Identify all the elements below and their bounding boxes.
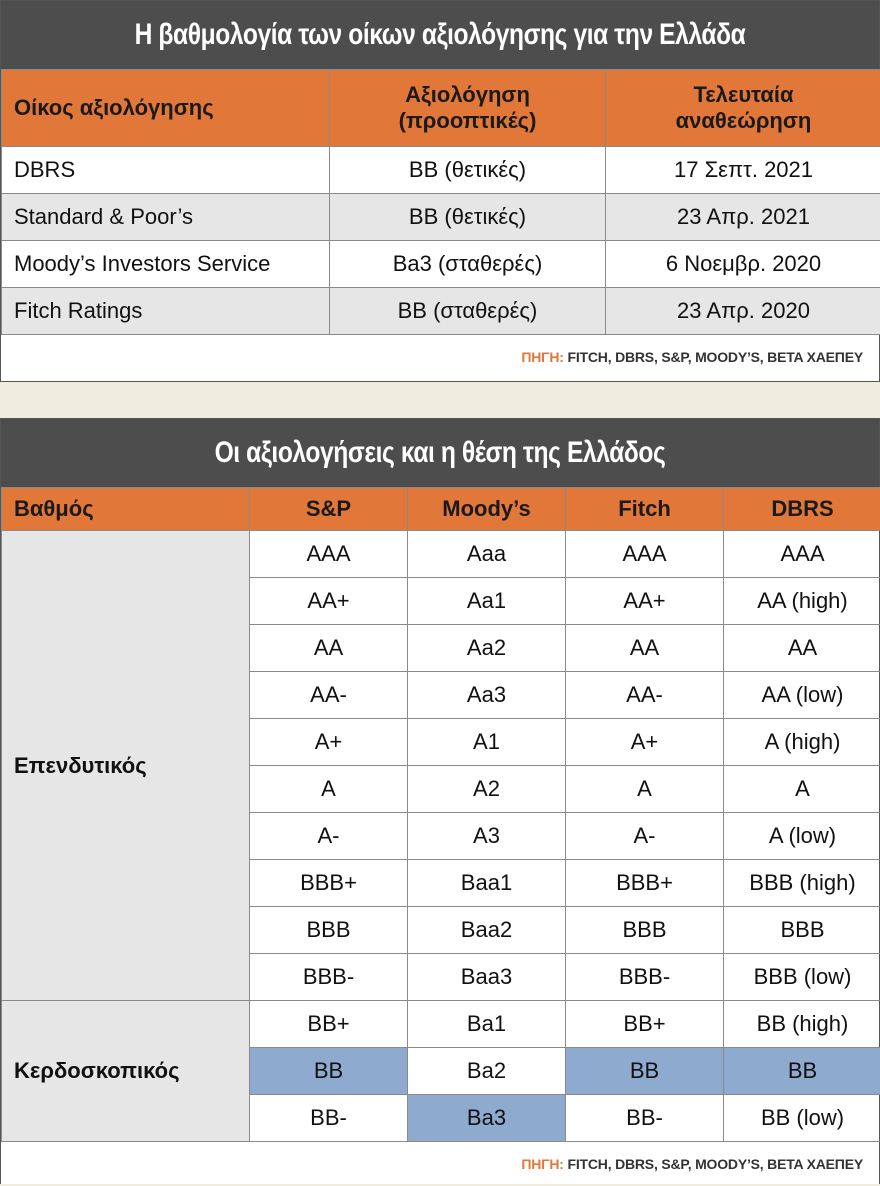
source-label: ΠΗΓΗ:: [521, 349, 563, 365]
rating-cell: BBB: [250, 907, 408, 954]
table2-source: [1, 1142, 879, 1186]
grade-group-label: Επενδυτικός: [2, 531, 250, 1001]
header-rating-line1: Αξιολόγηση: [405, 82, 530, 107]
rating-cell: BBB-: [566, 954, 724, 1001]
header-sp: S&P: [250, 488, 408, 531]
header-fitch: Fitch: [566, 488, 724, 531]
agency-name: Moody’s Investors Service: [2, 241, 330, 288]
table-row: [2, 147, 880, 194]
rating-cell: BBB: [566, 907, 724, 954]
agency-rating: BB (σταθερές): [330, 288, 606, 335]
rating-cell: AA: [566, 625, 724, 672]
rating-cell: A+: [250, 719, 408, 766]
table2-title-bar: [1, 419, 879, 487]
agency-name: DBRS: [2, 147, 330, 194]
table-row: [2, 241, 880, 288]
agency-rating: BB (θετικές): [330, 194, 606, 241]
rating-cell: A+: [566, 719, 724, 766]
rating-cell: AAA: [250, 531, 408, 578]
rating-cell: Baa1: [408, 860, 566, 907]
rating-cell: AA: [724, 625, 880, 672]
grade-group-label: Κερδοσκοπικός: [2, 1001, 250, 1142]
agency-name: Standard & Poor’s: [2, 194, 330, 241]
rating-cell: A: [724, 766, 880, 813]
rating-cell: AA-: [250, 672, 408, 719]
agency-review-date: 6 Νοεμβρ. 2020: [606, 241, 880, 288]
source-text: FITCH, DBRS, S&P, MOODY’S, BETA ΧΑΕΠΕΥ: [567, 349, 863, 365]
rating-cell: AA: [250, 625, 408, 672]
header-last-review: [606, 70, 880, 147]
table-row: [2, 531, 880, 578]
rating-cell-highlighted: BB: [566, 1048, 724, 1095]
source-text: FITCH, DBRS, S&P, MOODY’S, BETA ΧΑΕΠΕΥ: [567, 1156, 863, 1172]
header-moodys: Moody’s: [408, 488, 566, 531]
ratings-summary-panel: [0, 0, 880, 382]
header-review-line1: Τελευταία: [693, 82, 793, 107]
rating-cell: Ba1: [408, 1001, 566, 1048]
header-agency-label: Οίκος αξιολόγησης: [14, 95, 214, 120]
rating-cell: Aa1: [408, 578, 566, 625]
rating-cell: AA+: [250, 578, 408, 625]
source-label: ΠΗΓΗ:: [521, 1156, 563, 1172]
ratings-summary-table: [1, 69, 880, 335]
rating-cell: A (low): [724, 813, 880, 860]
rating-cell: BB (high): [724, 1001, 880, 1048]
header-review-line2: αναθεώρηση: [676, 108, 812, 133]
rating-cell: A-: [250, 813, 408, 860]
rating-cell-highlighted: BB: [724, 1048, 880, 1095]
rating-scale-panel: [0, 418, 880, 1184]
header-grade: Βαθμός: [2, 488, 250, 531]
rating-cell: A3: [408, 813, 566, 860]
agency-review-date: 17 Σεπτ. 2021: [606, 147, 880, 194]
table2-title: Οι αξιολογήσεις και η θέση της Ελλάδος: [80, 419, 800, 487]
table-row: [2, 1001, 880, 1048]
rating-cell: BB+: [566, 1001, 724, 1048]
table-row: [2, 288, 880, 335]
rating-cell-highlighted: Ba3: [408, 1095, 566, 1142]
rating-scale-table: [1, 487, 880, 1142]
rating-cell-highlighted: BB: [250, 1048, 408, 1095]
rating-cell: Aa3: [408, 672, 566, 719]
rating-cell: BBB (low): [724, 954, 880, 1001]
rating-cell: BB-: [566, 1095, 724, 1142]
rating-cell: A1: [408, 719, 566, 766]
table-row: [2, 194, 880, 241]
rating-cell: BBB-: [250, 954, 408, 1001]
rating-cell: AA (low): [724, 672, 880, 719]
header-dbrs: DBRS: [724, 488, 880, 531]
rating-cell: Aaa: [408, 531, 566, 578]
header-rating: [330, 70, 606, 147]
agency-review-date: 23 Απρ. 2020: [606, 288, 880, 335]
rating-cell: A-: [566, 813, 724, 860]
rating-cell: Baa3: [408, 954, 566, 1001]
rating-cell: BB-: [250, 1095, 408, 1142]
rating-cell: A: [566, 766, 724, 813]
rating-cell: Ba2: [408, 1048, 566, 1095]
agency-rating: Ba3 (σταθερές): [330, 241, 606, 288]
rating-cell: BBB+: [250, 860, 408, 907]
header-rating-line2: (προοπτικές): [399, 108, 537, 133]
rating-cell: Aa2: [408, 625, 566, 672]
agency-review-date: 23 Απρ. 2021: [606, 194, 880, 241]
rating-cell: AAA: [724, 531, 880, 578]
rating-cell: AA (high): [724, 578, 880, 625]
rating-cell: A: [250, 766, 408, 813]
rating-cell: BB+: [250, 1001, 408, 1048]
header-agency: [2, 70, 330, 147]
agency-name: Fitch Ratings: [2, 288, 330, 335]
table1-title-bar: [1, 1, 879, 69]
rating-cell: AA+: [566, 578, 724, 625]
rating-cell: A2: [408, 766, 566, 813]
table1-title: Η βαθμολογία των οίκων αξιολόγησης για την Ελλάδα: [80, 1, 800, 69]
rating-cell: AA-: [566, 672, 724, 719]
table1-source: [1, 335, 879, 379]
rating-cell: Baa2: [408, 907, 566, 954]
rating-cell: BB (low): [724, 1095, 880, 1142]
rating-cell: BBB: [724, 907, 880, 954]
rating-cell: BBB+: [566, 860, 724, 907]
rating-cell: AAA: [566, 531, 724, 578]
rating-cell: BBB (high): [724, 860, 880, 907]
rating-cell: A (high): [724, 719, 880, 766]
agency-rating: BB (θετικές): [330, 147, 606, 194]
